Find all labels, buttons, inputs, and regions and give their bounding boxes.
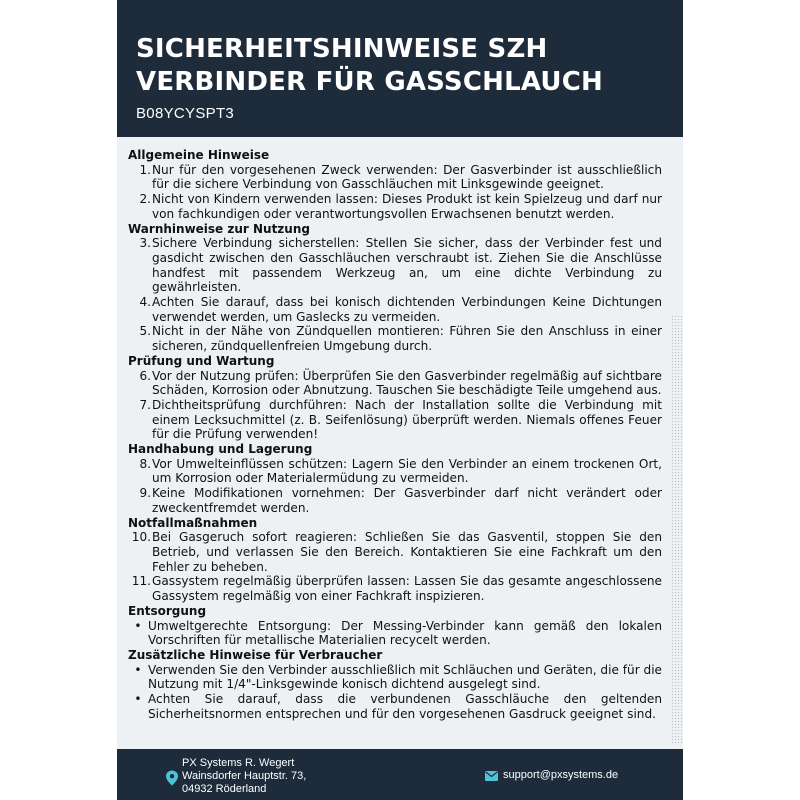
list-item	[128, 486, 662, 515]
address-city: 04932 Röderland	[182, 783, 267, 795]
section-heading: Zusätzliche Hinweise für Verbraucher	[128, 647, 383, 662]
item-number: 5.	[139, 324, 151, 339]
list-item	[128, 324, 662, 353]
item-text: Achten Sie darauf, dass die verbundenen Gasschläuche den geltenden Sicherheitsnormen entsprechen und für den vorgesehenen Gasdruck geeignet sind.	[148, 692, 662, 721]
list-item	[128, 192, 662, 221]
list-item	[128, 236, 662, 295]
list-item	[128, 574, 662, 603]
item-number: 7.	[139, 397, 151, 412]
item-text: Achten Sie darauf, dass bei konisch dichtenden Verbindungen Keine Dichtungen verwendet werden, um Gaslecks zu vermeiden.	[152, 295, 662, 324]
item-text: Bei Gasgeruch sofort reagieren: Schließen Sie das Gasventil, stoppen Sie den Betrieb, und verlassen Sie den Bereich. Kontaktieren Sie eine Fachkraft um den Fehler zu beheben.	[152, 530, 662, 574]
address-street: Wainsdorfer Hauptstr. 73,	[182, 770, 307, 782]
item-text: Nicht in der Nähe von Zündquellen montieren: Führen Sie den Anschluss in einer sicheren, zündquellenfreien Umgebung durch.	[152, 324, 662, 354]
company-name: PX Systems R. Wegert	[182, 757, 295, 769]
support-email-link[interactable]: support@pxsystems.de	[503, 769, 619, 781]
product-sku: B08YCYSPT3	[136, 105, 235, 122]
list-item	[128, 663, 662, 692]
bullet-marker: •	[134, 618, 142, 633]
item-number: 11.	[131, 574, 151, 589]
item-number: 1.	[139, 162, 151, 177]
bullet-marker: •	[134, 662, 142, 677]
list-item	[128, 295, 662, 324]
item-number: 2.	[139, 192, 151, 207]
item-text: Vor der Nutzung prüfen: Überprüfen Sie den Gasverbinder regelmäßig auf sichtbare Schäden, Korrosion oder Abnutzung. Tauschen Sie beschädigte Teile umgehend aus.	[152, 368, 662, 398]
list-item	[128, 457, 662, 486]
item-text: Vor Umwelteinflüssen schützen: Lagern Sie den Verbinder an einem trockenen Ort, um Korrosion oder Materialermüdung zu vermeiden.	[152, 456, 662, 486]
location-pin-icon	[165, 770, 179, 786]
list-item	[128, 692, 662, 721]
item-text: Gassystem regelmäßig überprüfen lassen: Lassen Sie das gesamte angeschlossene Gassystem regelmäßig von einer Fachkraft inspizieren.	[152, 574, 662, 604]
item-number: 6.	[139, 368, 151, 383]
dot-pattern-decoration	[671, 315, 683, 745]
item-text: Nur für den vorgesehenen Zweck verwenden: Der Gasverbinder ist ausschließlich für die sichere Verbindung von Gasschläuchen mit Linksgewinde geeignet.	[152, 162, 662, 192]
company-address	[182, 757, 306, 796]
section-heading: Warnhinweise zur Nutzung	[128, 221, 310, 236]
item-number: 4.	[139, 295, 151, 310]
envelope-icon	[485, 771, 498, 781]
list-item	[128, 163, 662, 192]
section-heading: Notfallmaßnahmen	[128, 515, 258, 530]
item-text: Keine Modifikationen vornehmen: Der Gasverbinder darf nicht verändert oder zweckentfremdet werden.	[152, 486, 662, 515]
section-heading: Handhabung und Lagerung	[128, 442, 313, 457]
section-heading: Prüfung und Wartung	[128, 353, 275, 368]
footer	[117, 749, 683, 800]
section-heading: Entsorgung	[128, 603, 207, 618]
item-number: 3.	[139, 236, 151, 251]
item-text: Umweltgerechte Entsorgung: Der Messing-Verbinder kann gemäß den lokalen Vorschriften für metallische Materialien recycelt werden.	[148, 618, 662, 648]
item-text: Nicht von Kindern verwenden lassen: Dieses Produkt ist kein Spielzeug und darf nur von fachkundigen oder verantwortungsvollen Erwachsenen benutzt werden.	[152, 192, 662, 221]
item-text: Verwenden Sie den Verbinder ausschließlich mit Schläuchen und Geräten, die für die Nutzung mit 1/4"-Linksgewinde konisch dichtend ausgelegt sind.	[148, 662, 662, 692]
header-banner	[117, 0, 683, 137]
document-title: SICHERHEITSHINWEISE SZH VERBINDER FÜR GASSCHLAUCH	[136, 34, 603, 97]
item-number: 9.	[139, 486, 151, 501]
instructions-content	[128, 148, 662, 721]
section-heading: Allgemeine Hinweise	[128, 148, 270, 162]
item-number: 10.	[131, 530, 151, 545]
list-item	[128, 398, 662, 442]
list-item	[128, 369, 662, 398]
bullet-marker: •	[134, 692, 142, 707]
document-page	[117, 0, 683, 800]
item-number: 8.	[139, 456, 151, 471]
item-text: Dichtheitsprüfung durchführen: Nach der Installation sollte die Verbindung mit einem Lecksuchmittel (z. B. Seifenlösung) überprüft werden. Niemals offenes Feuer für die Prüfung verwenden!	[152, 397, 662, 442]
list-item	[128, 530, 662, 574]
item-text: Sichere Verbindung sicherstellen: Stellen Sie sicher, dass der Verbinder fest und gasdicht zwischen den Gasschläuchen verschraubt ist. Ziehen Sie die Anschlüsse handfest mit passendem Werkzeug an, um eine dichte Verbindung zu gewährleisten.	[152, 236, 662, 295]
list-item	[128, 619, 662, 648]
